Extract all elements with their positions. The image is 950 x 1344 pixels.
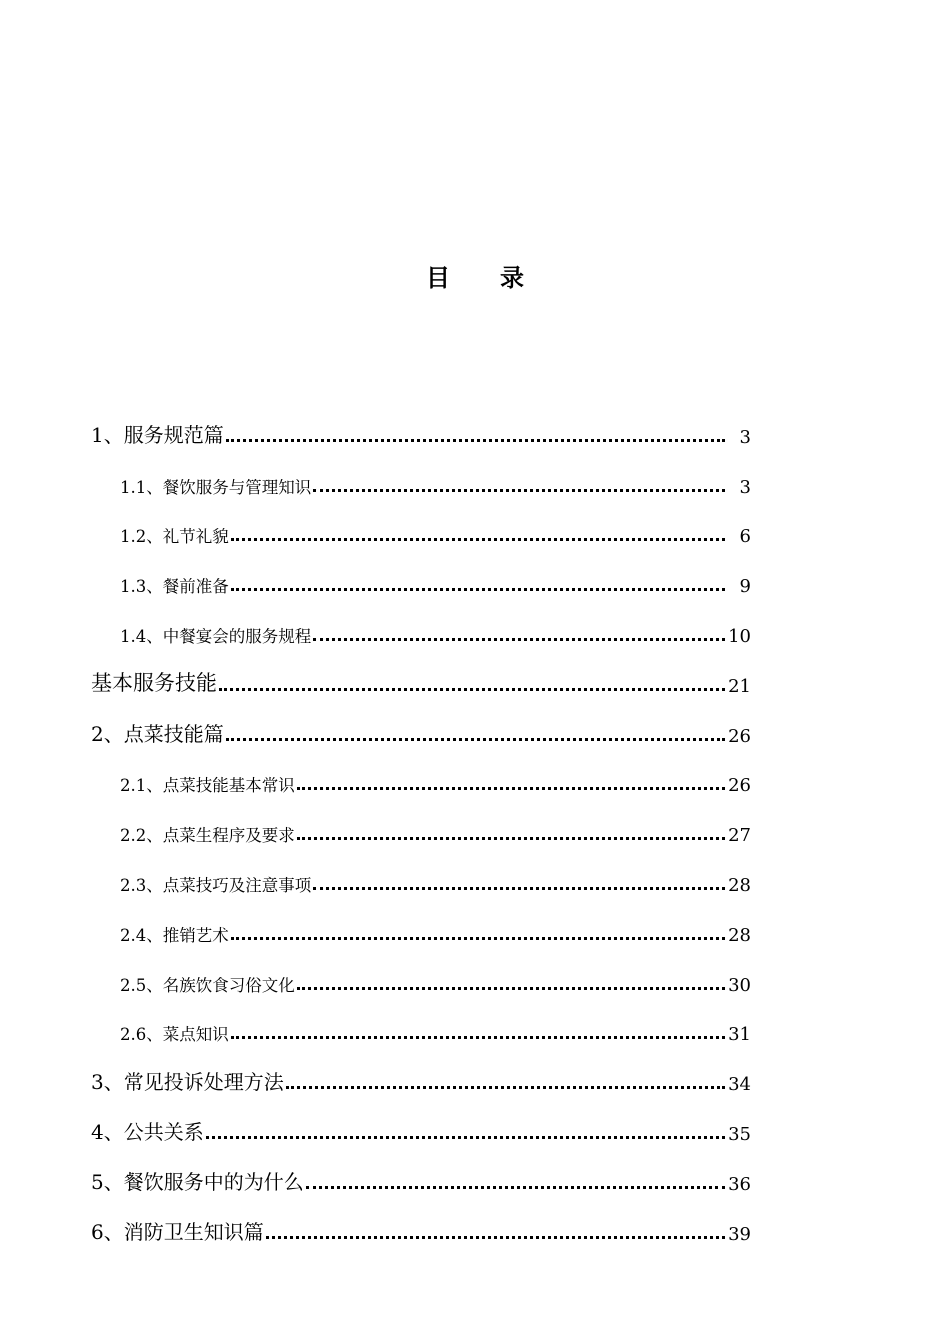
- toc-title-char-2: 录: [500, 264, 524, 292]
- toc-entry-label: 2.6、菜点知识: [120, 1025, 229, 1045]
- dot-leader: [306, 1186, 725, 1189]
- toc-entry-label: 2.3、点菜技巧及注意事项: [120, 875, 312, 895]
- dot-leader: [266, 1236, 725, 1239]
- dot-leader: [286, 1086, 725, 1089]
- toc-entry-5[interactable]: [91, 1151, 751, 1201]
- toc-entry-1[interactable]: [91, 404, 751, 454]
- dot-leader: [313, 638, 725, 641]
- toc-entry-page: 28: [728, 924, 751, 946]
- toc-entry-1-4[interactable]: [91, 603, 751, 653]
- toc-entry-page: 34: [728, 1074, 751, 1096]
- toc-title: [0, 258, 950, 293]
- toc-entry-label: 5、餐饮服务中的为什么: [91, 1169, 304, 1194]
- dot-leader: [206, 1136, 725, 1139]
- toc-entry-page: 26: [728, 725, 751, 747]
- dot-leader: [226, 738, 725, 741]
- toc-entry-label: 基本服务技能: [91, 670, 217, 695]
- dot-leader: [231, 937, 725, 940]
- toc-entry-page: 36: [728, 1173, 751, 1195]
- toc-entry-basic-skills[interactable]: [91, 653, 751, 703]
- toc-entry-page: 39: [728, 1223, 751, 1245]
- dot-leader: [231, 588, 725, 591]
- toc-entry-page: 35: [728, 1123, 751, 1145]
- toc-entry-2-3[interactable]: [91, 852, 751, 902]
- toc-entry-label: 2.4、推销艺术: [120, 925, 229, 945]
- toc-entry-1-2[interactable]: [91, 504, 751, 554]
- toc-entry-label: 6、消防卫生知识篇: [91, 1219, 264, 1244]
- toc-entry-label: 2.1、点菜技能基本常识: [120, 776, 295, 796]
- toc-entry-label: 1.2、礼节礼貌: [120, 527, 229, 547]
- toc-entry-label: 2.5、名族饮食习俗文化: [120, 975, 295, 995]
- dot-leader: [231, 1036, 725, 1039]
- toc-entry-label: 1.3、餐前准备: [120, 577, 229, 597]
- toc-entry-page: 6: [739, 526, 751, 548]
- toc-entry-label: 1.4、中餐宴会的服务规程: [120, 626, 312, 646]
- toc-entry-label: 2.2、点菜生程序及要求: [120, 826, 295, 846]
- toc-entry-label: 3、常见投诉处理方法: [91, 1070, 284, 1095]
- toc-entry-page: 21: [728, 675, 751, 697]
- dot-leader: [226, 439, 725, 442]
- dot-leader: [313, 489, 725, 492]
- toc-title-char-1: 目: [426, 264, 450, 292]
- toc-entry-label: 2、点菜技能篇: [91, 721, 224, 746]
- toc-entry-page: 28: [728, 874, 751, 896]
- toc-entry-1-3[interactable]: [91, 553, 751, 603]
- toc-entry-page: 27: [728, 825, 751, 847]
- dot-leader: [297, 837, 725, 840]
- toc-entry-6[interactable]: [91, 1201, 751, 1251]
- dot-leader: [297, 787, 725, 790]
- dot-leader: [231, 538, 725, 541]
- toc-entry-2-6[interactable]: [91, 1002, 751, 1052]
- toc-entry-label: 4、公共关系: [91, 1119, 204, 1144]
- toc-entry-page: 30: [728, 974, 751, 996]
- toc-entry-page: 9: [739, 576, 751, 598]
- toc-entry-label: 1.1、餐饮服务与管理知识: [120, 477, 312, 497]
- toc-entry-page: 26: [728, 775, 751, 797]
- toc-entry-label: 1、服务规范篇: [91, 422, 224, 447]
- dot-leader: [297, 987, 725, 990]
- dot-leader: [219, 688, 725, 691]
- dot-leader: [313, 887, 725, 890]
- toc-entry-2-2[interactable]: [91, 802, 751, 852]
- toc-entry-page: 10: [728, 625, 751, 647]
- toc-entry-4[interactable]: [91, 1101, 751, 1151]
- table-of-contents: [91, 404, 751, 1251]
- toc-entry-3[interactable]: [91, 1051, 751, 1101]
- toc-entry-1-1[interactable]: [91, 454, 751, 504]
- toc-entry-2-1[interactable]: [91, 753, 751, 803]
- toc-entry-page: 3: [739, 426, 751, 448]
- toc-entry-2[interactable]: [91, 703, 751, 753]
- toc-entry-page: 3: [739, 476, 751, 498]
- toc-entry-2-4[interactable]: [91, 902, 751, 952]
- toc-entry-page: 31: [728, 1024, 751, 1046]
- toc-entry-2-5[interactable]: [91, 952, 751, 1002]
